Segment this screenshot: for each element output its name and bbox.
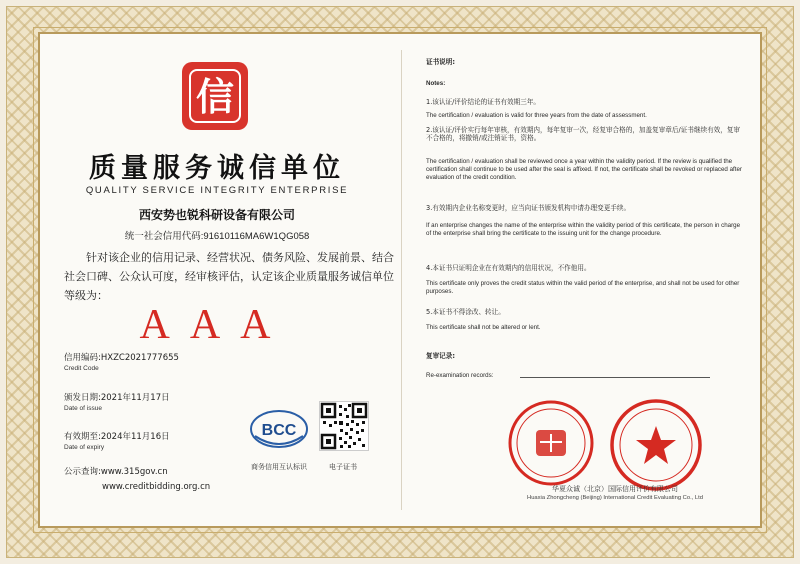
note-4-cn: 4.本证书只证明企业在有效期内的信用状况，不作他用。 xyxy=(426,264,591,272)
note-5-cn: 5.本证书不得涂改、转让。 xyxy=(426,308,505,316)
panel-divider xyxy=(401,50,402,510)
note-1-cn: 1.该认证/评价结论的证书有效期三年。 xyxy=(426,98,541,106)
bcc-text: BCC xyxy=(261,422,297,439)
logo-glyph xyxy=(187,67,243,125)
unified-credit-code: 统一社会信用代码:91610116MA6W1QG058 xyxy=(124,231,310,242)
bcc-caption: 商务信用互认标识 xyxy=(251,463,307,471)
title-english: QUALITY SERVICE INTEGRITY ENTERPRISE xyxy=(85,185,349,196)
note-2-cn: 2.该认证/评价实行每年审核，有效期内，每年复审一次，经复审合格的，加盖复审章后/证书继续有效，复审不合格的，将撤销/或注销证书，资格。 xyxy=(426,126,741,142)
credit-logo-icon xyxy=(182,62,248,130)
credit-code-label: 信用编码:HXZC2021777655 xyxy=(64,353,179,363)
issuer-name-cn: 华夏众诚（北京）国际信用评价有限公司 xyxy=(552,485,678,493)
certificate-body: 针对该企业的信用记录、经营状况、债务风险、发展前景、结合社会口碑、公众认可度，经审核评估，认定该企业质量服务诚信单位等级为： xyxy=(64,251,394,302)
title-chinese: 质量服务诚信单位 xyxy=(89,153,345,184)
recheck-title-cn: 复审记录: xyxy=(426,352,456,360)
issue-date-label: 颁发日期:2021年11月17日 xyxy=(64,393,170,403)
notes-title-cn: 证书说明: xyxy=(426,58,456,66)
recheck-title-en: Re-examination records: xyxy=(426,372,494,379)
company-name: 西安势也锐科研设备有限公司 xyxy=(138,208,295,222)
issuer-name-en: Huaxia Zhongcheng (Beijing) International Credit Evaluating Co., Ltd xyxy=(527,495,703,501)
expiry-date-label: 有效期至:2024年11月16日 xyxy=(64,432,170,442)
note-3-cn: 3.有效期内企业名称变更时，应当向证书颁发机构申请办理变更手续。 xyxy=(426,204,631,212)
qr-code-icon[interactable] xyxy=(319,401,369,451)
expiry-date-en: Date of expiry xyxy=(64,444,105,451)
grade-aaa: AAA xyxy=(139,302,291,348)
query-site-label: 公示查询:www.315gov.cn xyxy=(64,467,168,477)
review-seal-icon xyxy=(506,398,596,488)
qr-caption: 电子证书 xyxy=(329,463,357,471)
recheck-line xyxy=(520,377,710,378)
notes-title-en: Notes: xyxy=(426,80,446,87)
query-site-url: www.creditbidding.org.cn xyxy=(102,482,211,492)
note-5-en: This certificate shall not be altered or lent. xyxy=(426,324,541,331)
note-2-en: The certification / evaluation shall be reviewed once a year within the validity period. If the review is qualified the certification shall continue to be used after the seal is affixed. If not, the certificate shall be revoked or replaced after evaluation of the credit condition. xyxy=(426,158,742,181)
bcc-mark-icon xyxy=(249,408,309,450)
note-4-en: This certificate only proves the credit status within the valid period of the enterprise, and shall not be used for other purposes. xyxy=(426,280,740,295)
logo-char: 信 xyxy=(195,74,235,119)
note-1-en: The certification / evaluation is valid for three years from the date of assessment. xyxy=(426,112,647,119)
official-seal-icon xyxy=(606,398,706,492)
credit-code-en: Credit Code xyxy=(64,365,99,372)
issue-date-en: Date of issue xyxy=(64,405,102,412)
note-3-en: If an enterprise changes the name of the enterprise within the validity period of this certificate, the person in charge of the enterprise shall bring the certificate to the issuing unit for the change procedure. xyxy=(426,222,741,237)
